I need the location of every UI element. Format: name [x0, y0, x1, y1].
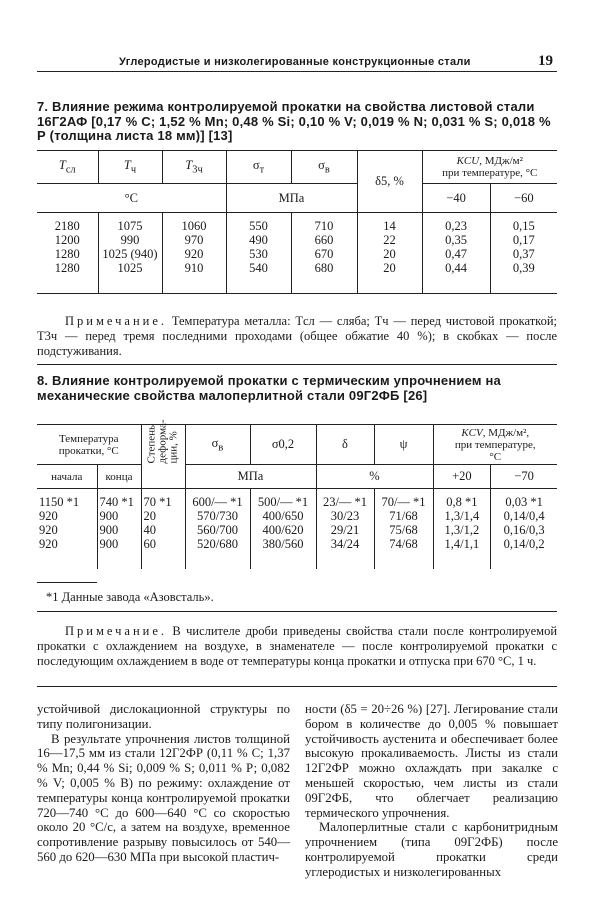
- data-cell: 0,17: [512, 233, 535, 247]
- data-cell: 710: [314, 219, 334, 233]
- table8-footnote: *1 Данные завода «Азовсталь».: [46, 590, 214, 604]
- col-header: $\sigma_в$: [185, 425, 250, 465]
- body-left-column: [37, 702, 290, 865]
- data-cell: 600/— *1: [192, 495, 243, 509]
- note-label: Примечание.: [65, 314, 168, 328]
- data-cell: 400/620: [262, 523, 304, 537]
- data-cell: 40: [143, 523, 156, 537]
- data-cell: 970: [184, 233, 204, 247]
- data-column: [316, 489, 374, 570]
- unit-cell: −40: [422, 184, 490, 213]
- data-cell: 500/— *1: [257, 495, 309, 509]
- data-cell: 900: [99, 523, 119, 537]
- col-header: Степень деформа- ции, %: [141, 425, 185, 489]
- data-cell: 70/— *1: [381, 495, 426, 509]
- data-cell: 14: [383, 219, 396, 233]
- data-column: [291, 213, 357, 294]
- data-cell: 2180: [54, 219, 80, 233]
- data-cell: 900: [99, 537, 119, 551]
- data-cell: 910: [184, 261, 204, 275]
- table7-title: 7. Влияние режима контролируемой прокатки на свойства листовой стали 16Г2АФ [0,17 % С; 1,52 % Mn; 0,48 % Si; 0,10 % V; 0,019 % N; 0,031 % S; 0,018 % Р (толщина листа 18 мм)] [13]: [37, 99, 551, 143]
- col-header: δ: [316, 425, 374, 465]
- data-column: [357, 213, 422, 294]
- subheader: МПа: [185, 465, 316, 489]
- data-column: [37, 213, 98, 294]
- table8: [37, 419, 557, 569]
- paragraph: Малоперлитные стали с карбонитридным упрочнением (типа 09Г2ФБ) после контролируемой прокатки среди углеродистых и низколегированных: [305, 820, 558, 879]
- table8-title: 8. Влияние контролируемой прокатки с термическим упрочнением на механические свойства малоперлитной стали 09Г2ФБ [26]: [37, 373, 501, 403]
- data-cell: 530: [249, 247, 268, 261]
- subheader: −70: [491, 465, 557, 489]
- col-header: σ0,2: [250, 425, 316, 465]
- running-header: [37, 53, 557, 72]
- data-cell: 920: [39, 537, 58, 551]
- data-cell: 380/560: [262, 537, 304, 551]
- data-cell: 30/23: [330, 509, 360, 523]
- data-cell: 680: [314, 261, 334, 275]
- paragraph: устойчивой дислокационной структуры по типу полигонизации.: [37, 702, 290, 731]
- data-cell: 74/68: [389, 537, 418, 551]
- col-header-kcv: KCV, МДж/м², при температуре, °С: [433, 425, 557, 465]
- data-cell: 0,14/0,4: [503, 509, 545, 523]
- data-cell: 490: [249, 233, 268, 247]
- col-header: $T_{сл}$: [37, 151, 98, 184]
- footnote-rule: [37, 582, 97, 583]
- data-cell: 1200: [54, 233, 80, 247]
- data-cell: 0,14/0,2: [503, 537, 545, 551]
- col-header: $T_ч$: [98, 151, 162, 184]
- data-cell: 0,03 *1: [505, 495, 543, 509]
- data-column: [433, 489, 491, 570]
- data-cell: 990: [120, 233, 140, 247]
- data-column: [97, 489, 141, 570]
- data-cell: 0,47: [445, 247, 467, 261]
- note-text: Температура металла: Tсл — сляба; Tч — перед чистовой прокаткой; T3ч — перед тремя последними проходами (общее обжатие 40 %); в скобках — после подстуживания.: [37, 314, 558, 358]
- data-cell: 75/68: [389, 523, 418, 537]
- data-cell: 60: [143, 537, 156, 551]
- subheader: %: [316, 465, 433, 489]
- col-header: Температура прокатки, °С: [37, 425, 141, 465]
- data-cell: 1025: [117, 261, 143, 275]
- data-cell: 920: [39, 523, 58, 537]
- data-cell: 1025 (940): [102, 247, 158, 261]
- data-column: [490, 213, 557, 294]
- data-cell: 570/730: [197, 509, 238, 523]
- note-label: Примечание.: [65, 624, 168, 638]
- running-title: Углеродистые и низколегированные конструкционные стали: [119, 56, 471, 68]
- col-header: $T_{3ч}$: [162, 151, 226, 184]
- data-cell: 23/— *1: [322, 495, 368, 509]
- data-cell: 1,3/1,2: [444, 523, 480, 537]
- col-header: $\sigma_в$: [291, 151, 357, 184]
- table7-note: [37, 314, 557, 359]
- data-cell: 550: [249, 219, 268, 233]
- data-column: [422, 213, 490, 294]
- data-cell: 34/24: [330, 537, 360, 551]
- data-column: [98, 213, 162, 294]
- data-cell: 70 *1: [143, 495, 172, 509]
- subheader: +20: [433, 465, 491, 489]
- data-cell: 900: [99, 509, 119, 523]
- data-cell: 1,3/1,4: [444, 509, 480, 523]
- unit-cell: °С: [37, 184, 226, 213]
- data-cell: 1150 *1: [39, 495, 80, 509]
- paragraph: ности (δ5 = 20÷26 %) [27]. Легирование стали бором в количестве до 0,005 % повышает устойчивость аустенита и обеспечивает более высокую прокаливаемость. Листы из стали 12Г2ФР можно охлаждать при закалке с меньшей скоростью, чем листы из стали 09Г2ФБ, что облегчает реализацию термического упрочнения.: [305, 702, 558, 820]
- data-cell: 1075: [117, 219, 143, 233]
- data-cell: 29/21: [330, 523, 360, 537]
- data-cell: 920: [39, 509, 58, 523]
- data-cell: 0,8 *1: [446, 495, 478, 509]
- data-column: [374, 489, 433, 570]
- data-cell: 400/650: [262, 509, 304, 523]
- divider: [37, 364, 557, 365]
- data-cell: 20: [143, 509, 156, 523]
- paragraph: В результате упрочнения листов толщиной 16—17,5 мм из стали 12Г2ФР (0,11 % С; 1,37 % Mn; 0,44 % Si; 0,009 % S; 0,011 % Р; 0,082 % V; 0,005 % В) по режиму: охлаждение от температуры конца контролируемой прокатки 720—740 °С до 600—640 °С со скоростью около 20 °С/с, а затем на воздухе, временное сопротивление разрыву повысилось от 540—560 до 620—630 МПа при высокой пластич-: [37, 731, 290, 864]
- table7: [37, 150, 557, 294]
- page-number: 19: [538, 53, 553, 69]
- data-cell: 560/700: [197, 523, 238, 537]
- data-cell: 20: [383, 261, 396, 275]
- data-cell: 540: [249, 261, 268, 275]
- table8-note: [37, 624, 557, 669]
- col-header: ψ: [374, 425, 433, 465]
- unit-cell: МПа: [226, 184, 357, 213]
- data-cell: 670: [314, 247, 334, 261]
- data-cell: 0,35: [445, 233, 467, 247]
- divider: [37, 611, 557, 612]
- data-cell: 0,16/0,3: [503, 523, 545, 537]
- subheader: начала: [37, 465, 97, 489]
- data-cell: 22: [383, 233, 396, 247]
- data-cell: 1280: [54, 261, 80, 275]
- data-column: [141, 489, 185, 570]
- data-cell: 0,37: [512, 247, 535, 261]
- divider: [37, 686, 557, 687]
- note-text: В числителе дроби приведены свойства стали после контролируемой прокатки с охлаждением на воздухе, в знаменателе — после контролируемой прокатки с последующим охлаждением в воде от температуры конца прокатки и отпуска при 670 °С, 1 ч.: [37, 624, 558, 668]
- data-column: [250, 489, 316, 570]
- data-cell: 1280: [54, 247, 80, 261]
- data-column: [162, 213, 226, 294]
- data-cell: 1,4/1,1: [444, 537, 480, 551]
- col-header: δ5, %: [357, 151, 422, 213]
- data-cell: 1060: [181, 219, 207, 233]
- data-cell: 20: [383, 247, 396, 261]
- data-cell: 520/680: [197, 537, 238, 551]
- data-cell: 0,44: [445, 261, 467, 275]
- data-column: [491, 489, 557, 570]
- col-header-kcu: KCU, МДж/м² при температуре, °С: [422, 151, 557, 184]
- body-right-column: [305, 702, 558, 880]
- data-column: [185, 489, 250, 570]
- data-cell: 0,15: [512, 219, 535, 233]
- data-cell: 660: [314, 233, 334, 247]
- col-header: $\sigma_т$: [226, 151, 291, 184]
- subheader: конца: [97, 465, 141, 489]
- data-cell: 71/68: [389, 509, 418, 523]
- data-cell: 0,39: [512, 261, 535, 275]
- data-cell: 0,23: [445, 219, 467, 233]
- data-column: [226, 213, 291, 294]
- data-cell: 740 *1: [99, 495, 134, 509]
- data-column: [37, 489, 97, 570]
- data-cell: 920: [184, 247, 204, 261]
- unit-cell: −60: [490, 184, 557, 213]
